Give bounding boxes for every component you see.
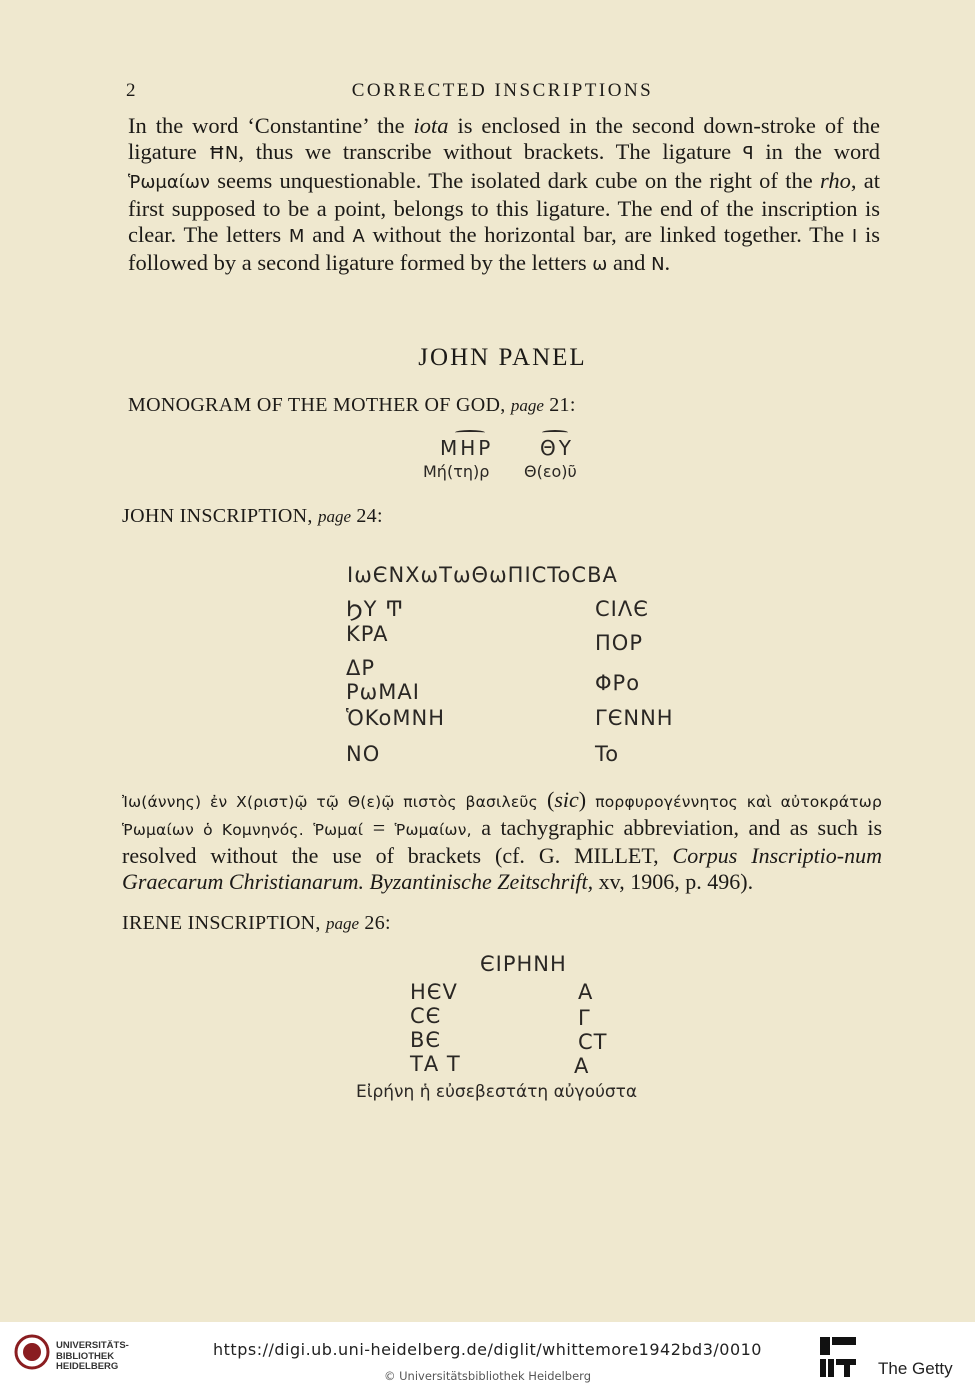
- text: is enclosed in the second down-stroke of the ligature: [128, 113, 881, 165]
- greek-text: πορφυρογέννητος καὶ αὐτοκράτωρ: [595, 793, 882, 811]
- irene-right-row: A: [574, 1054, 590, 1078]
- citation-italic: Byzantinische Zeitschrift,: [369, 869, 594, 894]
- sic-note: sic: [554, 787, 579, 812]
- john-right-row: ΦΡo: [595, 671, 641, 695]
- irene-right-row: CT: [578, 1030, 608, 1054]
- john-top-line: IωЄNXωTωΘωΠIϹToCBA: [347, 563, 618, 587]
- running-head: CORRECTED INSCRIPTIONS: [351, 80, 654, 101]
- ligature: ꟼ: [742, 143, 754, 165]
- heading-text: MONOGRAM OF THE MOTHER OF GOD,: [128, 394, 506, 416]
- text: .: [664, 250, 671, 276]
- equals-sign: =: [372, 815, 386, 840]
- monogram-heading: [128, 394, 576, 417]
- john-right-row: ΠOP: [595, 631, 643, 655]
- copyright-notice: © Universitätsbibliothek Heidelberg: [383, 1369, 591, 1383]
- letter: A: [352, 226, 365, 248]
- greek-text: Ῥωμαίων ὁ Κομνηνός.: [122, 821, 304, 839]
- irene-left-row: HЄV: [410, 980, 458, 1004]
- irene-right-row: Γ: [578, 1006, 591, 1030]
- john-left-row: KPA: [346, 622, 389, 646]
- text: is followed by a second ligature formed by the letters: [128, 222, 881, 276]
- john-left-row: ϦΥ Ͳ: [346, 597, 405, 621]
- intro-paragraph: [128, 113, 880, 279]
- text: without the horizontal bar, are linked together. The: [364, 222, 852, 248]
- ligature: ĦN: [208, 143, 239, 165]
- john-right-row: CIΛЄ: [595, 597, 649, 621]
- john-left-row: ὉKoMNH: [346, 706, 446, 730]
- text: and: [607, 250, 652, 276]
- text: and: [304, 222, 353, 248]
- institution-line: BIBLIOTHEK: [56, 1350, 115, 1362]
- john-transcription: Ἰω(άννης) ἐν Χ(ριστ)ῷ τῷ Θ(ε)ῷ πιστὸς βασιλεῦς (sic) πορφυρογέννητος καὶ αὐτοκράτωρ Ῥωμαίων ὁ Κομνηνός. Ῥωμαί = Ῥωμαίων, a tachygraphic abbreviation, and as such is resolved without the use of brackets (cf. G. MILLET, Corpus Inscriptio-num Graecarum Christianarum. Byzantinische Zeitschrift, xv, 1906, p. 496).: [122, 787, 883, 894]
- getty-name: The Getty: [878, 1359, 953, 1378]
- text: seems unquestionable. The isolated dark cube on the right of the: [209, 167, 820, 193]
- institution-line: UNIVERSITÄTS-: [56, 1340, 129, 1351]
- citation-italic: Corpus Inscriptio-num Graecarum Christianarum.: [122, 843, 883, 894]
- john-left-row: PωMAI: [346, 680, 420, 704]
- text: a tachygraphic abbreviation, and as such is resolved without the use of brackets (cf. G. MILLET,: [122, 815, 883, 868]
- page-num: 26:: [364, 912, 391, 934]
- page-ref: page: [326, 914, 360, 933]
- text-italic: iota: [413, 113, 449, 138]
- text: xv, 1906, p. 496).: [593, 869, 754, 894]
- irene-left-row: BЄ: [410, 1028, 442, 1052]
- monogram-line-over-right: [542, 430, 568, 435]
- irene-left-row: ΤA Τ: [410, 1052, 461, 1076]
- irene-top-line: ЄIPHNH: [480, 952, 567, 976]
- getty-logo-icon: [818, 1335, 860, 1379]
- text: , thus we transcribe without brackets. The ligature: [238, 139, 743, 165]
- page-num: 21:: [549, 394, 576, 416]
- letter: ω: [592, 254, 608, 276]
- irene-heading: [122, 912, 391, 935]
- john-heading: [122, 505, 383, 528]
- page-number: 2: [126, 80, 136, 101]
- irene-transcription: Εἰρήνη ἡ εὐσεβεστάτη αὐγούστα: [356, 1082, 638, 1102]
- letter: N: [651, 254, 665, 276]
- page-num: 24:: [356, 505, 383, 527]
- source-url-link[interactable]: https://digi.ub.uni-heidelberg.de/diglit/whittemore1942bd3/0010: [213, 1340, 762, 1359]
- institution-line: HEIDELBERG: [56, 1361, 119, 1372]
- letter: I: [851, 226, 858, 248]
- john-left-row: NO: [346, 742, 381, 766]
- section-title: JOHN PANEL: [418, 344, 587, 371]
- irene-left-row: CЄ: [410, 1004, 442, 1028]
- text: In the word ‘Constantine’ the: [128, 113, 414, 138]
- greek-word: Ῥωμαίων: [128, 171, 210, 193]
- irene-right-row: A: [578, 980, 594, 1004]
- text: , at first supposed to be a point, belongs to this ligature. The end of the inscription is clear. The letters: [128, 167, 880, 248]
- monogram-line-over-left: [455, 430, 485, 435]
- greek-text: Ἰω(άννης) ἐν Χ(ριστ)ῷ τῷ Θ(ε)ῷ πιστὸς βασιλεῦς: [122, 793, 538, 811]
- heading-text: JOHN INSCRIPTION,: [122, 505, 313, 527]
- greek-text: Ῥωμαίων,: [394, 821, 472, 839]
- monogram-abbr-left: MHP: [440, 436, 494, 460]
- monogram-full-left: Μή(τη)ρ: [423, 462, 490, 481]
- text-italic: rho: [819, 167, 851, 193]
- john-right-row: ΓЄNNH: [595, 706, 674, 730]
- page-ref: page: [317, 507, 352, 526]
- greek-text: Ῥωμαί: [313, 821, 364, 839]
- heading-text: IRENE INSCRIPTION,: [122, 912, 321, 934]
- page-ref: page: [510, 396, 544, 415]
- john-right-row: To: [595, 742, 620, 766]
- john-left-row: ΔP: [346, 656, 376, 680]
- monogram-abbr-right: ΘY: [540, 436, 574, 460]
- monogram-full-right: Θ(εο)ῦ: [524, 462, 577, 481]
- letter: M: [288, 226, 305, 248]
- text: in the word: [753, 139, 881, 165]
